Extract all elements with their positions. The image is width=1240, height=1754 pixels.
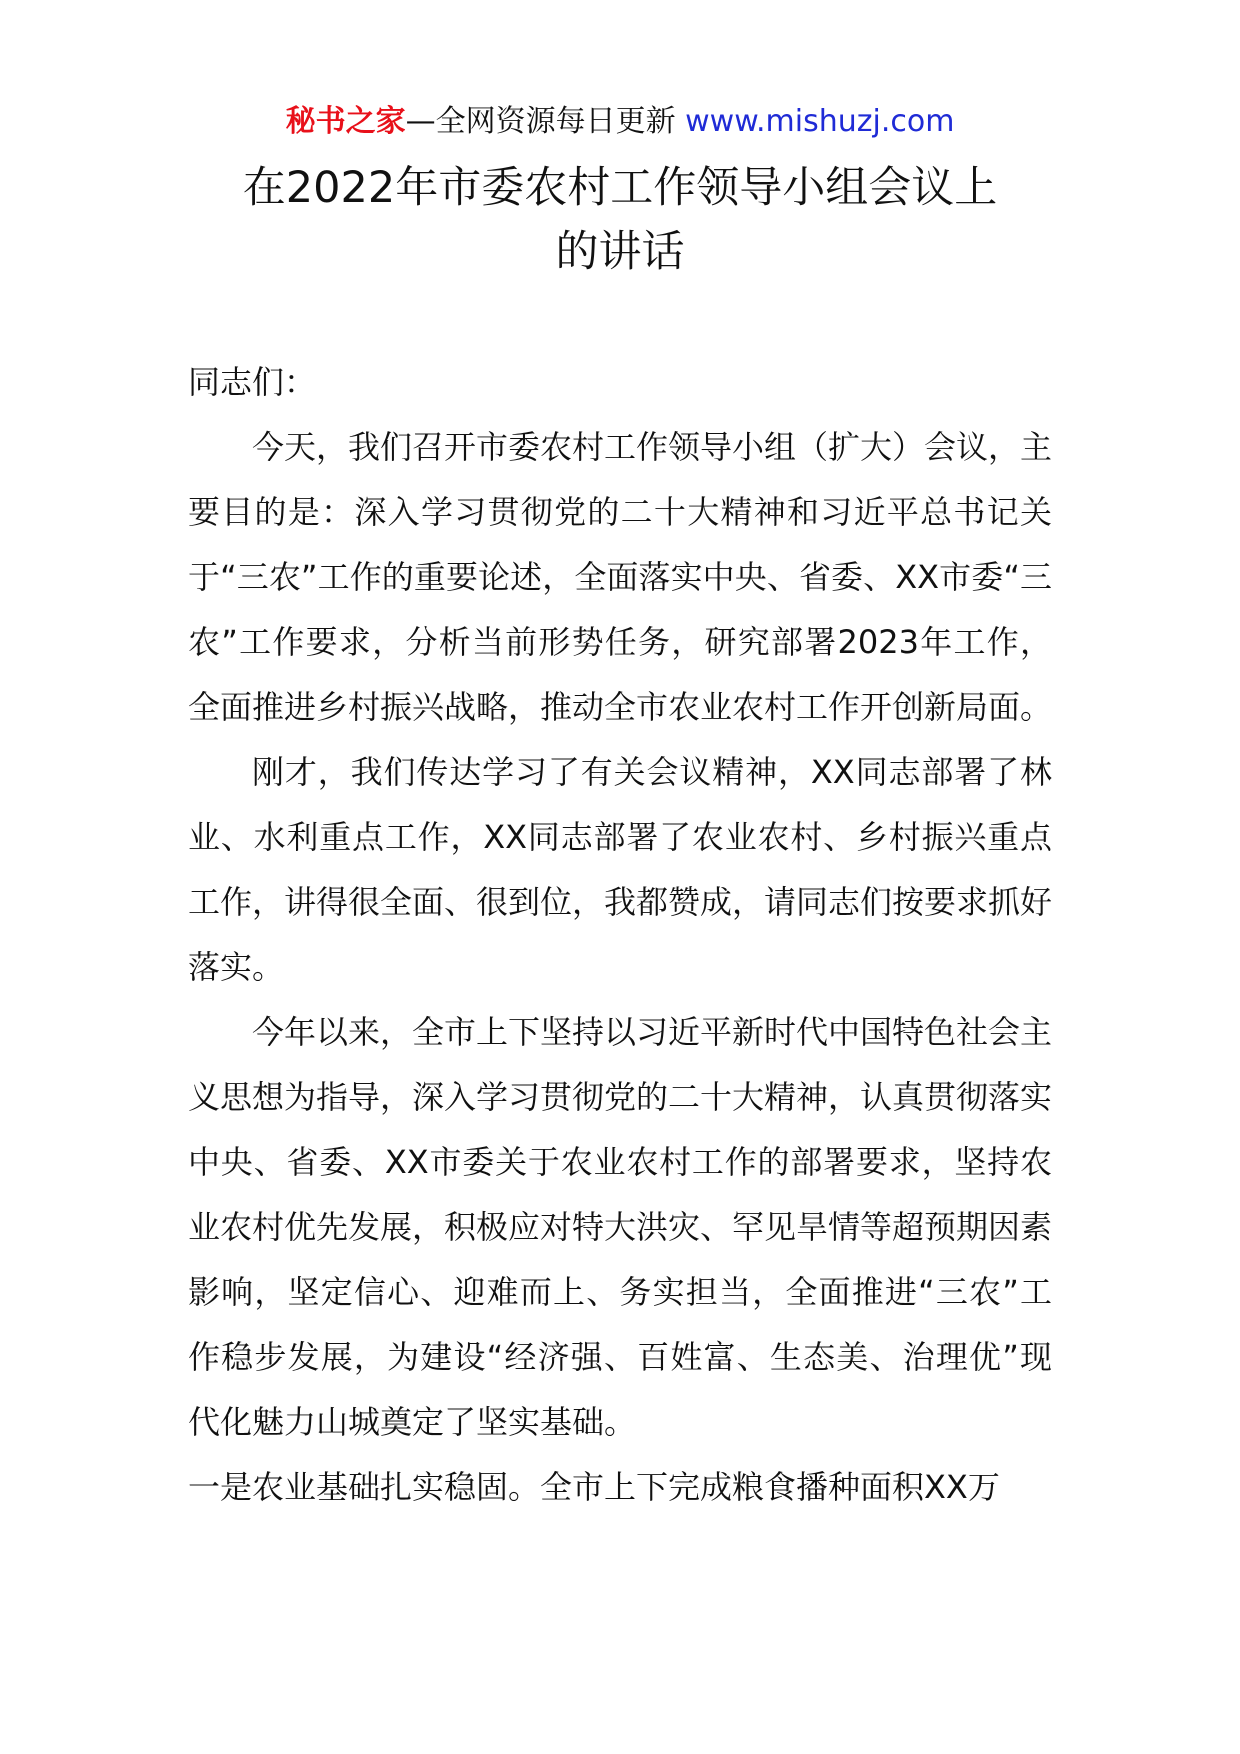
header-brand: 秘书之家 xyxy=(285,104,406,139)
title-line-1: 在2022年市委农村工作领导小组会议上 xyxy=(242,163,998,213)
header-url[interactable]: www.mishuzj.com xyxy=(685,104,955,139)
title-line-2: 的讲话 xyxy=(555,227,685,277)
watermark-header xyxy=(0,100,1240,144)
paragraph-3: 今年以来，全市上下坚持以习近平新时代中国特色社会主义思想为指导，深入学习贯彻党的二十大精神，认真贯彻落实中央、省委、XX市委关于农业农村工作的部署要求，坚持农业农村优先发展，积极应对特大洪灾、罕见旱情等超预期因素影响，坚定信心、迎难而上、务实担当，全面推进“三农”工作稳步发展，为建设“经济强、百姓富、生态美、治理优”现代化魅力山城奠定了坚实基础。 xyxy=(188,1013,1053,1441)
document-title xyxy=(188,156,1052,284)
header-slogan: —全网资源每日更新 xyxy=(405,104,676,139)
paragraph-2: 刚才，我们传达学习了有关会议精神，XX同志部署了林业、水利重点工作，XX同志部署了农业农村、乡村振兴重点工作，讲得很全面、很到位，我都赞成，请同志们按要求抓好落实。 xyxy=(188,753,1053,986)
paragraph-1: 今天，我们召开市委农村工作领导小组（扩大）会议，主要目的是：深入学习贯彻党的二十大精神和习近平总书记关于“三农”工作的重要论述，全面落实中央、省委、XX市委“三农”工作要求，分析当前形势任务，研究部署2023年工作，全面推进乡村振兴战略，推动全市农业农村工作开创新局面。 xyxy=(188,428,1053,726)
greeting: 同志们： xyxy=(188,363,317,401)
paragraph-4-start: 一是农业基础扎实稳固。全市上下完成粮食播种面积XX万 xyxy=(188,1468,1000,1506)
document-body xyxy=(188,350,1052,1520)
